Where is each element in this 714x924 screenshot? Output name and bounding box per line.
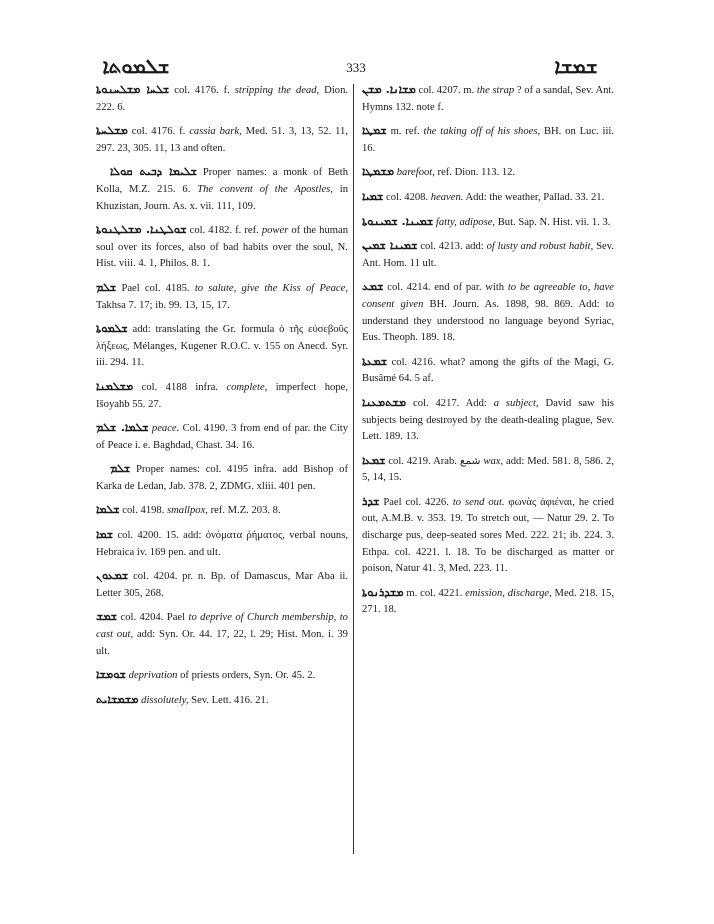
entry-reference: Add: the weather, Pallad. 33. 21. bbox=[463, 191, 605, 203]
entry-text: Pael col. 4226. bbox=[383, 496, 453, 508]
entry-reference: Sev. Ant. Hom. 11 ult. bbox=[362, 241, 614, 269]
entry-reference: of priests orders, Syn. Or. 45. 2. bbox=[177, 670, 316, 682]
entry-text: Proper names: a monk of Beth Kolla, M.Z. 215. 6. bbox=[96, 167, 348, 195]
dictionary-entry bbox=[96, 667, 348, 685]
entry-gloss: The convent of the Apostles, bbox=[197, 183, 333, 195]
entry-reference: φωνὰς ἀφιέναι, he cried out, A.M.B. v. 353. 19. To stretch out, — Natur 29. 2. To discharge pus, deep-seated sores Med. 222. 21; ib. 224. 3. Ethpa. col. 4221. l. 18. To be discharged as matter or poison, Natur 41. 3, Med. 223. 11. bbox=[362, 496, 614, 575]
dictionary-entry bbox=[96, 568, 348, 602]
dictionary-entry bbox=[96, 321, 348, 372]
entry-headword: ܡܫܬܡܥܢܐ bbox=[362, 395, 407, 409]
entry-gloss: emission, discharge, bbox=[465, 587, 552, 599]
entry-headword: ܡܫܠܚܬܐ bbox=[96, 124, 128, 138]
entry-gloss: to deprive of Church membership, to cast out, bbox=[96, 612, 348, 641]
entry-gloss: heaven. bbox=[430, 191, 464, 203]
entry-text: m. col. 4221. bbox=[406, 587, 466, 599]
entry-headword: ܫܡܝܢܐ ܫܡܝܢ bbox=[362, 239, 418, 253]
entry-text: col. 4200. 15. add: ὀνόματα ῥήματος, verbal nouns, Hebraica iv. 169 pen. and ult. bbox=[96, 530, 349, 558]
entry-reference: ? of a sandal, Sev. Ant. Hymns 132. note f. bbox=[362, 85, 614, 113]
dictionary-entry bbox=[96, 280, 348, 314]
entry-reference: Dion. 222. 6. bbox=[96, 85, 349, 113]
entry-headword: ܡܫܕܪܢܘܬܐ bbox=[362, 585, 404, 599]
entry-headword: ܫܘܠܛܢܐ. ܡܫܠܛܢܘܬܐ bbox=[96, 223, 187, 237]
left-column bbox=[96, 82, 348, 716]
entry-gloss: to send out. bbox=[452, 496, 505, 508]
entry-gloss: the taking off of his shoes, bbox=[423, 126, 541, 138]
page-header bbox=[96, 52, 616, 80]
entry-reference: in Khuzistan, Journ. As. x. vii. 111, 109. bbox=[96, 183, 348, 212]
entry-headword: ܫܡܐ bbox=[96, 528, 114, 542]
entry-reference: BH. on Luc. iii. 16. bbox=[362, 126, 615, 154]
entry-gloss: a subject, bbox=[493, 397, 539, 409]
entry-gloss: the strap bbox=[476, 85, 515, 96]
dictionary-entry bbox=[362, 279, 614, 346]
entry-text: Pael col. 4185. bbox=[121, 282, 195, 294]
right-column bbox=[362, 82, 614, 626]
dictionary-entry bbox=[362, 189, 614, 207]
entry-headword: ܫܡܥܐ bbox=[362, 453, 386, 467]
entry-gloss: power bbox=[261, 225, 289, 237]
dictionary-entry bbox=[362, 354, 614, 388]
entry-gloss: of lusty and robust habit, bbox=[486, 241, 594, 253]
header-left-title: ܫܠܡܘܬܐ bbox=[102, 56, 170, 78]
entry-text: col. 4204. pr. n. Bp. of Damascus, Mar Aba ii. Letter 305, 268. bbox=[96, 571, 348, 599]
entry-text: col. 4219. Arab. شمع bbox=[388, 455, 484, 467]
entry-headword: ܫܠܝܡܐ ܕܒܝܬ ܩܘܠܐ bbox=[110, 165, 197, 179]
entry-reference: add: Syn. Or. 44. 17, 22, l. 29; Hist. Mon. i. 39 ult. bbox=[96, 629, 348, 657]
column-divider bbox=[353, 84, 354, 854]
entry-text: col. 4207. m. bbox=[418, 85, 477, 96]
entry-text: Proper names: col. 4195 infra. add Bishop of Karka de Ledan, Jab. 378. 2, ZDMG. xliii. 401 pen. bbox=[96, 464, 348, 492]
dictionary-entry bbox=[96, 420, 348, 454]
entry-gloss: smallpox, bbox=[167, 505, 208, 517]
entry-text: col. 4204. Pael bbox=[120, 612, 189, 624]
entry-text: add: translating the Gr. formula ὁ τῆς εὐσεβοῦς λήξεως, Mélanges, Kugener R.O.C. v. 155 on Anecd. Syr. iii. 294. 11. bbox=[96, 324, 348, 369]
entry-headword: ܫܕܪ bbox=[362, 494, 380, 508]
entry-gloss: cassia bark, bbox=[189, 126, 242, 138]
entry-reference: Takhsa 7. 17; ib. 99. 13, 15, 17. bbox=[96, 299, 230, 311]
entry-gloss: stripping the dead, bbox=[234, 85, 320, 96]
dictionary-entry bbox=[362, 585, 614, 619]
entry-headword: ܫܡܥܬܐ bbox=[362, 354, 388, 368]
entry-headword: ܫܡܝܐ bbox=[362, 189, 384, 203]
entry-gloss: peace. bbox=[151, 423, 180, 435]
entry-headword: ܫܠܡܐ bbox=[96, 503, 120, 517]
page-number: 333 bbox=[346, 60, 366, 75]
entry-reference: what? among the gifts of the Magi, G. Busâmé 64. 5 af. bbox=[362, 356, 614, 385]
entry-headword: ܡܫܡܫܐܝܬ bbox=[96, 692, 139, 706]
dictionary-entry bbox=[96, 379, 348, 413]
entry-gloss: fatty, adipose, bbox=[435, 216, 496, 228]
entry-reference: Sev. Lett. 416. 21. bbox=[188, 694, 269, 706]
dictionary-entry bbox=[96, 164, 348, 215]
entry-text: col. 4213. add: bbox=[420, 241, 487, 253]
entry-headword: ܡܫܠܡܢܐ bbox=[96, 379, 134, 393]
dictionary-entry bbox=[96, 692, 348, 710]
entry-reference: add: Med. 581. 8, 586. 2, 5, 14, 15. bbox=[362, 455, 614, 484]
dictionary-entry bbox=[362, 164, 614, 182]
dictionary-entry bbox=[96, 461, 348, 495]
entry-text: col. 4208. bbox=[386, 191, 431, 203]
entry-headword: ܫܡܥ bbox=[362, 280, 384, 294]
entry-headword: ܫܠܡܐ. ܫܠܡ bbox=[96, 421, 149, 435]
dictionary-entry bbox=[362, 214, 614, 232]
entry-gloss: complete, bbox=[226, 381, 268, 393]
entry-text: col. 4217. Add: bbox=[413, 397, 494, 409]
entry-reference: David saw his subjects being destroyed by the death-dealing plague, Sev. Lett. 189. 13. bbox=[362, 397, 614, 443]
entry-gloss: deprivation bbox=[128, 670, 178, 682]
entry-headword: ܫܡܥܘܢ bbox=[96, 569, 129, 583]
entry-reference: Col. 4190. 3 from end of par. the City of Peace i. e. Baghdad, Chast. 34. 16. bbox=[96, 423, 348, 451]
entry-headword: ܡܫܡܛܐ bbox=[362, 165, 395, 179]
entry-reference: Med. 218. 15, 271. 18. bbox=[362, 587, 614, 616]
entry-headword: ܫܠܡ bbox=[96, 280, 117, 294]
entry-headword: ܫܠܡܘܬܐ bbox=[96, 322, 128, 336]
entry-reference: of the human soul over its forces, also of bad habits over the soul, N. Hist. viii. 4. 1, Philos. 8. 1. bbox=[96, 225, 348, 270]
entry-headword: ܫܡܝܢܐ. ܫܡܝܢܘܬܐ bbox=[362, 214, 434, 228]
dictionary-entry bbox=[96, 82, 348, 116]
entry-reference: imperfect hope, Išoyahb 55. 27. bbox=[96, 381, 349, 410]
entry-gloss: wax, bbox=[483, 455, 504, 467]
entry-headword: ܫܠܚܐ ܡܫܠܚܢܘܬܐ bbox=[96, 83, 170, 96]
entry-headword: ܫܡܫ bbox=[96, 610, 118, 624]
dictionary-entry bbox=[362, 82, 614, 116]
entry-reference: Med. 51. 3, 13, 52. 11, 297. 23, 305. 11, 13 and often. bbox=[96, 126, 348, 154]
dictionary-entry bbox=[362, 395, 614, 446]
dictionary-entry bbox=[96, 527, 348, 561]
dictionary-entry bbox=[96, 502, 348, 520]
entry-reference: But. Sap. N. Hist. vii. 1. 3. bbox=[495, 216, 611, 228]
dictionary-entry bbox=[96, 222, 348, 273]
entry-gloss: barefoot, bbox=[396, 167, 435, 179]
dictionary-entry bbox=[362, 453, 614, 487]
entry-text: m. ref. bbox=[390, 126, 424, 138]
entry-reference: BH. Journ. As. 1898, 98. 869. Add: to understand they understood no language beyond Syriac, Eus. Theoph. 189. 18. bbox=[362, 298, 615, 344]
entry-gloss: dissolutely, bbox=[141, 694, 189, 706]
entry-text: col. 4198. bbox=[122, 505, 168, 517]
entry-headword: ܫܡܛܐ bbox=[362, 124, 387, 138]
entry-headword: ܫܠܡ bbox=[110, 462, 131, 476]
dictionary-entry bbox=[362, 238, 614, 272]
entry-reference: ref. Dion. 113. 12. bbox=[434, 167, 516, 179]
entry-gloss: to be agreeable to, have consent given bbox=[362, 282, 615, 310]
dictionary-entry bbox=[96, 609, 348, 660]
entry-text: col. 4182. f. ref. bbox=[189, 225, 262, 237]
entry-headword: ܡܫܐܢܐ. ܡܫܢ bbox=[362, 83, 416, 96]
dictionary-entry bbox=[96, 123, 348, 157]
dictionary-entry bbox=[362, 123, 614, 157]
entry-text: col. 4176. f. bbox=[131, 126, 190, 138]
entry-text: col. 4214. end of par. with bbox=[387, 282, 508, 294]
entry-headword: ܫܘܡܫܐ bbox=[96, 668, 126, 682]
entry-text: col. 4216. bbox=[391, 356, 440, 368]
entry-text: col. 4176. f. bbox=[174, 85, 235, 96]
header-right-title: ܫܡܫܐ bbox=[554, 56, 598, 78]
entry-reference: ref. M.Z. 203. 8. bbox=[207, 505, 281, 517]
entry-gloss: to salute, give the Kiss of Peace, bbox=[194, 282, 348, 294]
dictionary-entry bbox=[362, 494, 614, 578]
entry-text: col. 4188 infra. bbox=[141, 381, 227, 393]
